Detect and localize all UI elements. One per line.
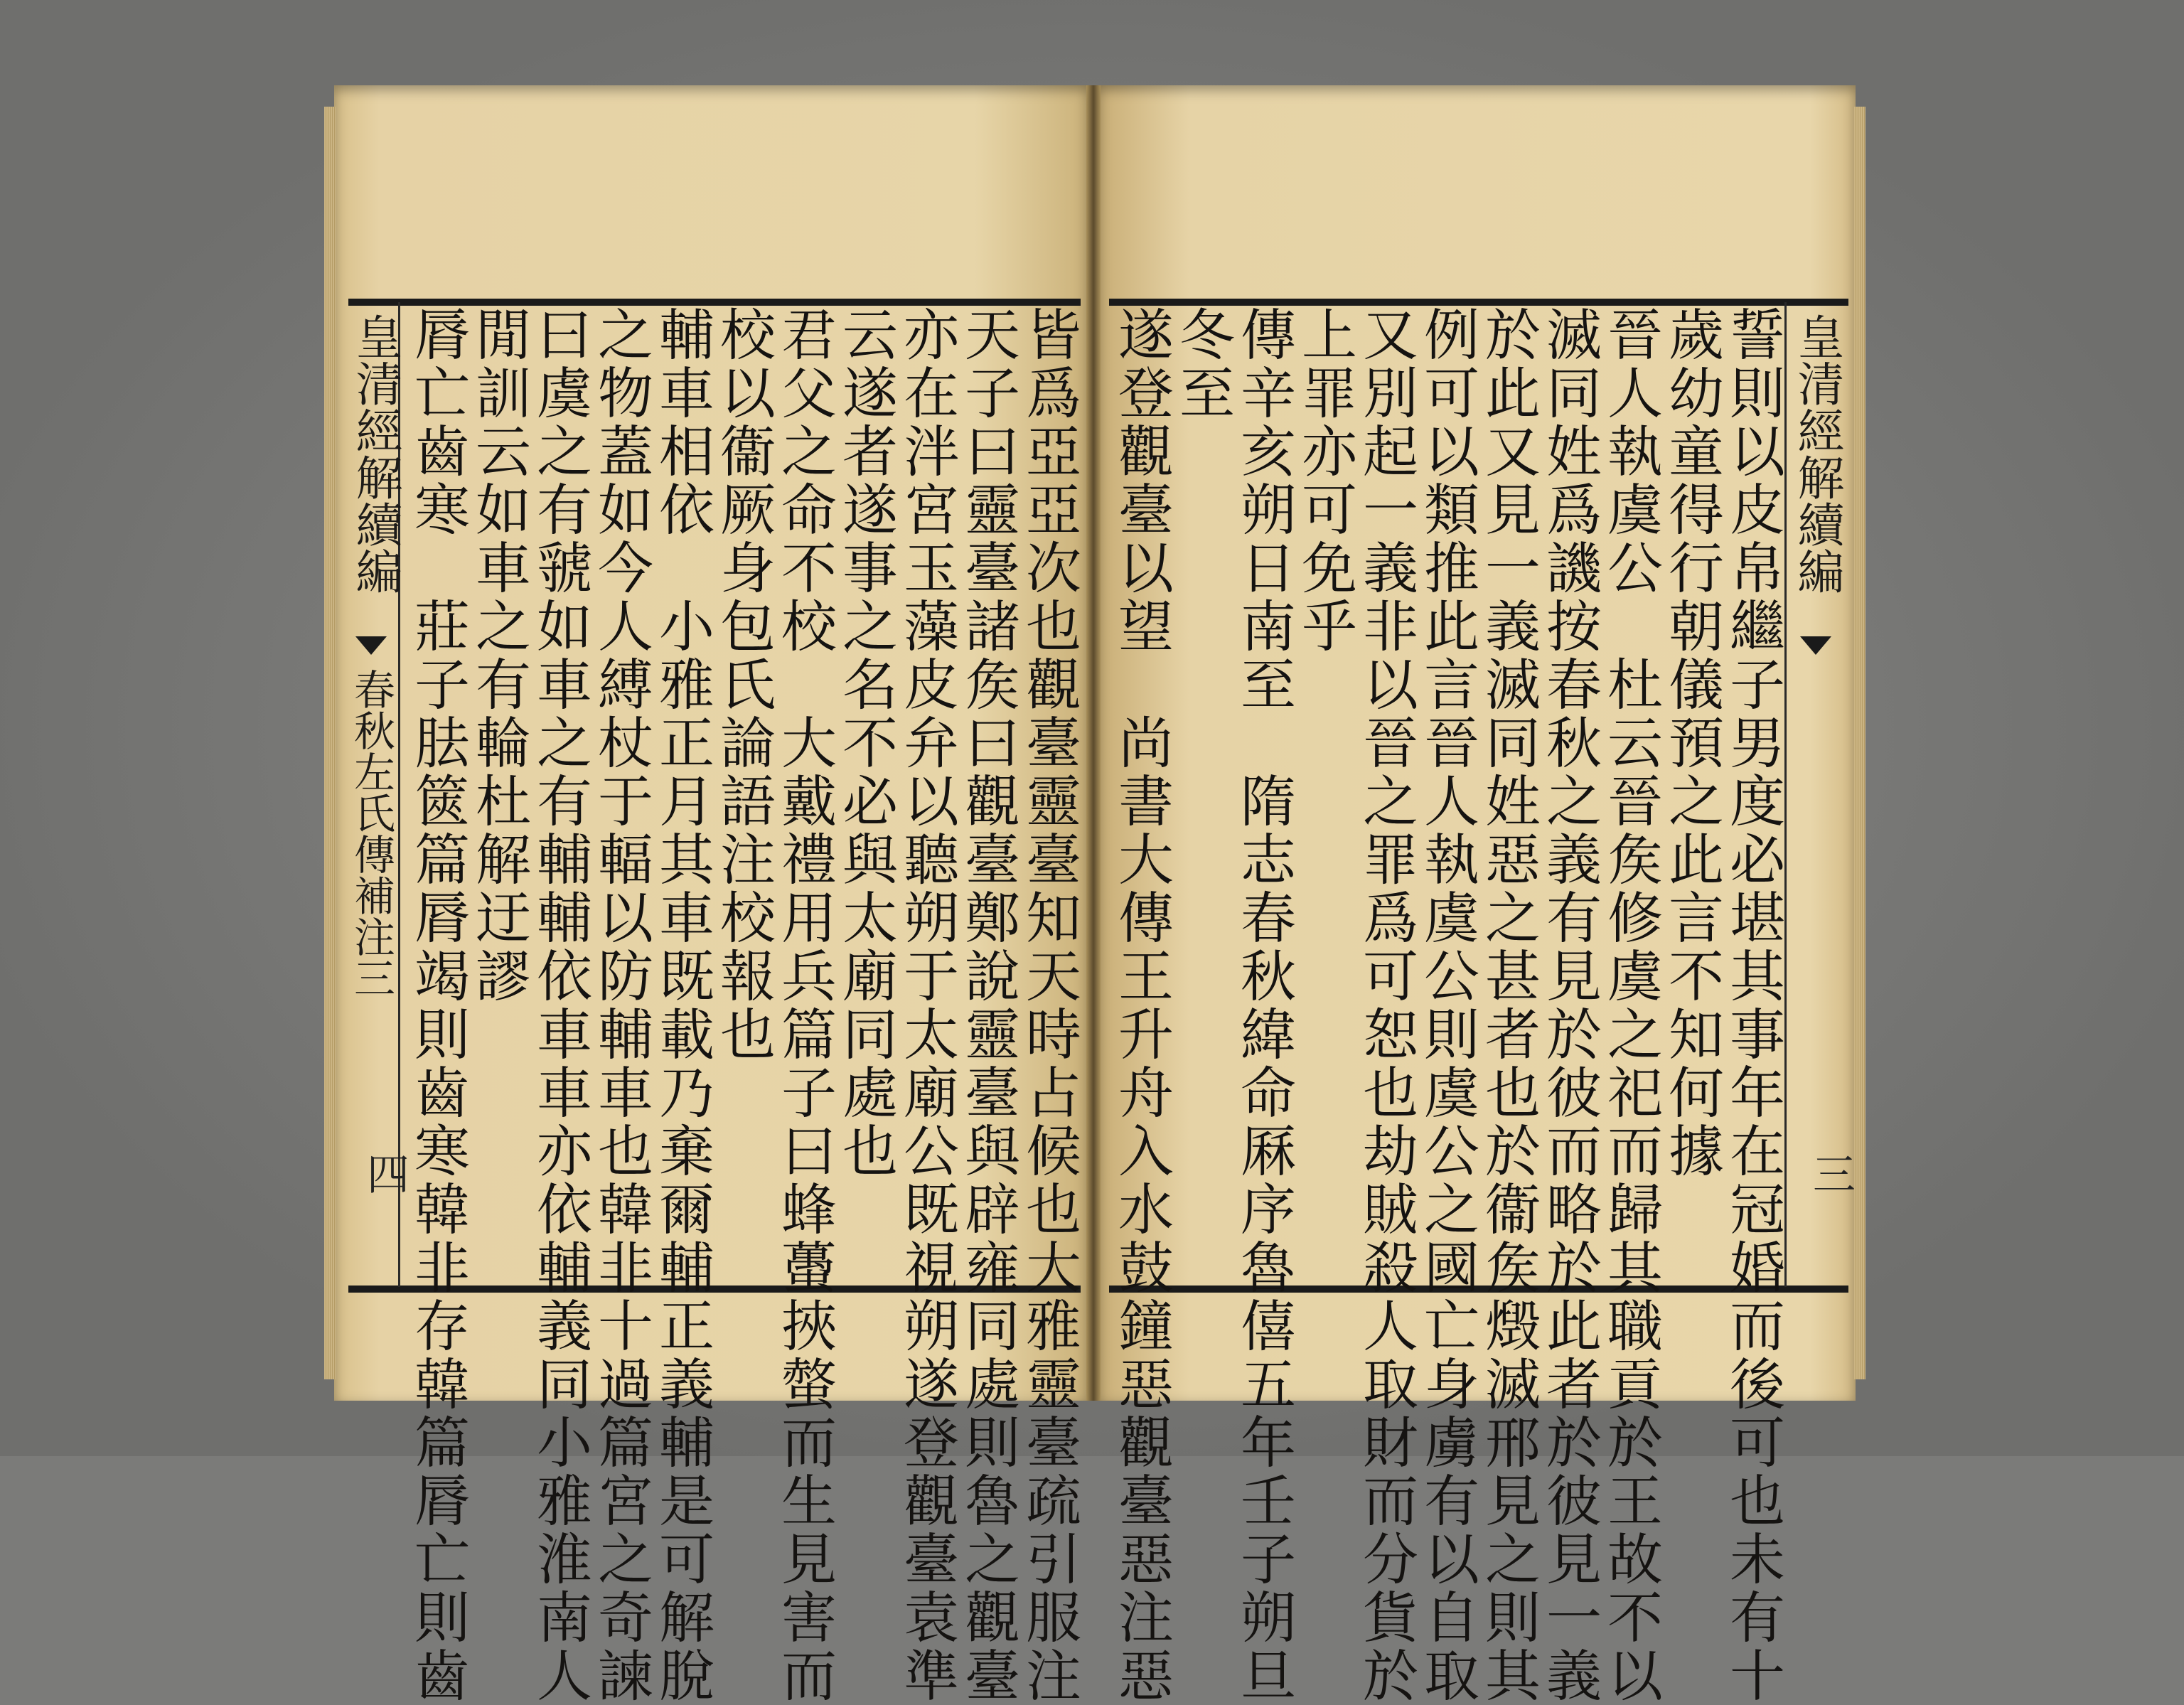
left-fishtail-mark (355, 636, 387, 655)
left-margin-title: 皇清經解續編 (348, 313, 402, 594)
right-margin-divider (1784, 302, 1787, 1287)
text-column: 君父之命不校 大戴禮用兵篇子曰蜂蠆挾螫而生見害而 (772, 306, 836, 1705)
text-column: 輔車相依 小雅正月其車既載乃棄爾輔正義輔是可解脫 (650, 306, 714, 1705)
left-top-rule (348, 299, 1081, 306)
text-column: 於此又見一義滅同姓惡之甚者也於衞矦燬滅邢見之則其 (1476, 306, 1540, 1705)
text-column: 亦在泮宮玉藻皮弁以聽朔于太廟公既視朔遂登觀臺袁準 (894, 306, 958, 1705)
open-book (334, 85, 1856, 1705)
text-column: 例可以類推此言晉人執虞公則虞公之國亡身虜有以自取 (1415, 306, 1479, 1705)
text-column: 誓則以皮帛繼子男度必堪其事年在冠婚而後可也未有十 (1720, 306, 1784, 1705)
text-column: 冬至 (1170, 306, 1234, 422)
text-column: 又別起一義非以晉之罪爲可恕也劫賊殺人取財而分貨於 (1354, 306, 1418, 1705)
left-page-edge (324, 107, 336, 1379)
text-column: 校以衞厥身包氏論語注校報也 (711, 306, 775, 1064)
book-gutter (1086, 85, 1101, 1401)
left-text-block (405, 306, 1081, 1705)
text-column: 閒訓云如車之有輪杜解迂謬 (466, 306, 530, 1005)
text-column: 天子曰靈臺諸矦曰觀臺鄭說靈臺與辟雍同處則魯之觀臺 (956, 306, 1019, 1705)
right-fishtail-mark (1800, 636, 1831, 655)
text-column: 之物蓋如今人縛杖于輻以防輔車也韓非十過篇宮之奇諫 (589, 306, 653, 1705)
text-column: 歲幼童得行朝儀預之此言不知何據 (1659, 306, 1723, 1180)
text-column: 晉人執虞公 杜云晉矦修虞之祀而歸其職貢於王故不以 (1598, 306, 1662, 1705)
text-column: 脣亡齒寒 莊子胠篋篇脣竭則齒寒韓非存韓篇脣亡則齒 (405, 306, 469, 1705)
right-top-rule (1109, 299, 1848, 306)
left-margin-subtitle: 春秋左氏傳補注三 (347, 668, 395, 998)
text-column: 云遂者遂事之名不必與太廟同處也 (833, 306, 897, 1180)
text-column: 上罪亦可免乎 (1292, 306, 1356, 656)
text-column: 遂登觀臺以望 尚書大傳王升舟入水鼓鐘惡觀臺惡注惡 (1109, 306, 1173, 1705)
text-column: 曰虞之有虢如車之有輔輔依車車亦依輔義同小雅淮南人 (528, 306, 592, 1705)
right-margin-title: 皇清經解續編 (1789, 313, 1844, 594)
text-column: 傳辛亥朔日南至 隋志春秋緯命厤序魯僖五年壬子朔旦 (1231, 306, 1295, 1705)
right-text-block (1109, 306, 1784, 1705)
text-column: 皆爲亞亞次也觀臺靈臺知天時占候也大雅靈臺疏引服注 (1017, 306, 1081, 1705)
text-column: 滅同姓爲譏按春秋之義有見於彼而略於此者於彼見一義 (1537, 306, 1601, 1705)
right-page-number: 三 (1806, 1152, 1856, 1194)
left-page-number: 四 (360, 1152, 410, 1194)
